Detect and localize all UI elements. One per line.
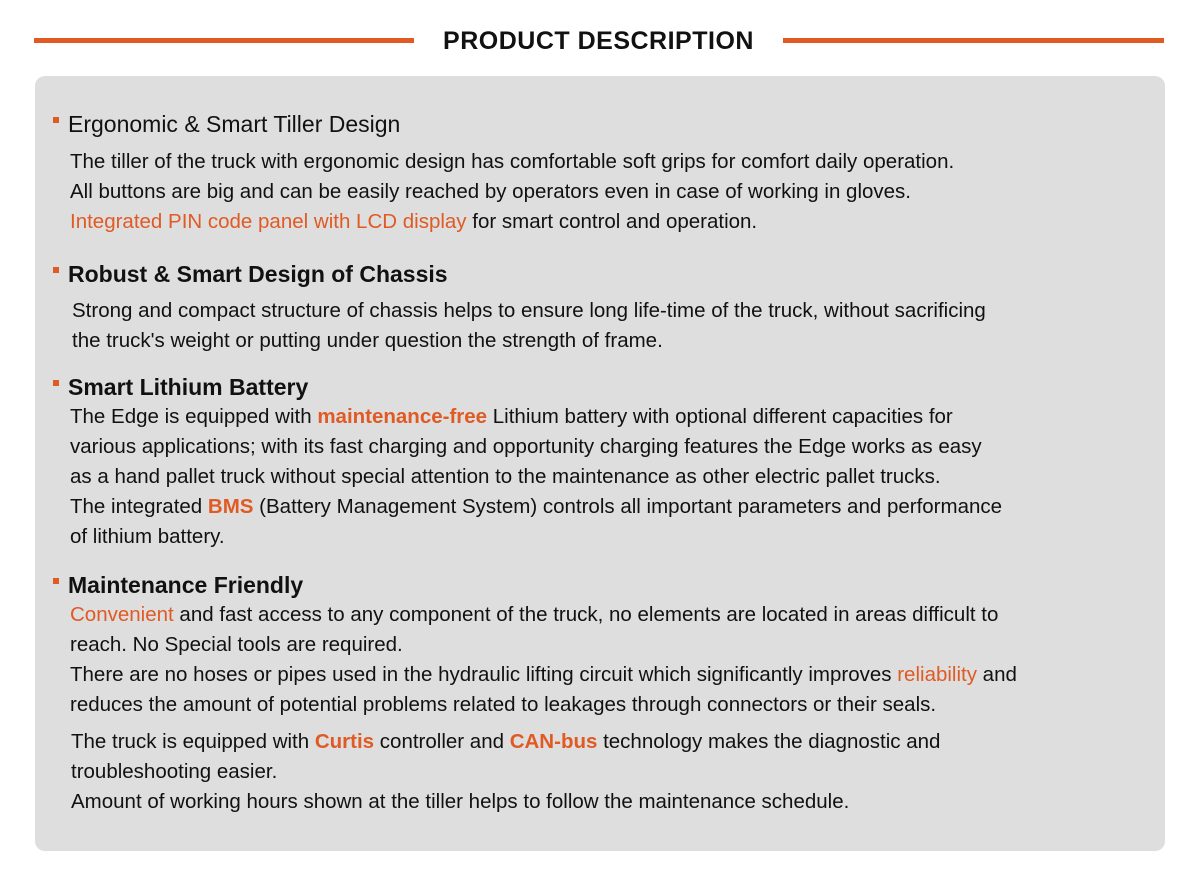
paragraph-line: All buttons are big and can be easily reached by operators even in case of working in gloves.: [70, 180, 912, 203]
paragraph-line: troubleshooting easier.: [71, 760, 278, 783]
paragraph-line: Strong and compact structure of chassis helps to ensure long life-time of the truck, without sacrificing: [72, 299, 986, 322]
feature-title: [35, 373, 1165, 401]
header-rule-left: [34, 38, 414, 43]
paragraph-line: reach. No Special tools are required.: [70, 633, 403, 656]
section-header: [34, 24, 1164, 58]
highlight-text: maintenance-free: [317, 405, 488, 428]
highlight-text: Integrated PIN code panel with LCD display: [70, 210, 467, 233]
paragraph-line: Amount of working hours shown at the tiller helps to follow the maintenance schedule.: [71, 790, 850, 813]
paragraph-line: The Edge is equipped with maintenance-free Lithium battery with optional different capacities for: [70, 405, 953, 428]
feature-title: [35, 571, 1165, 599]
paragraph-line: The truck is equipped with Curtis controller and CAN-bus technology makes the diagnostic and: [71, 730, 941, 753]
paragraph-line: the truck's weight or putting under question the strength of frame.: [72, 329, 663, 352]
paragraph-line: Integrated PIN code panel with LCD display for smart control and operation.: [70, 210, 758, 233]
paragraph-line: reduces the amount of potential problems related to leakages through connectors or their seals.: [70, 693, 937, 716]
feature-title-text: Maintenance Friendly: [68, 572, 304, 598]
feature-title-text: Smart Lithium Battery: [68, 374, 309, 400]
paragraph-line: The tiller of the truck with ergonomic design has comfortable soft grips for comfort daily operation.: [70, 150, 955, 173]
header-rule-right: [783, 38, 1164, 43]
paragraph-line: There are no hoses or pipes used in the hydraulic lifting circuit which significantly improves reliability and: [70, 663, 1017, 686]
paragraph-line: various applications; with its fast charging and opportunity charging features the Edge works as easy: [70, 435, 982, 458]
feature-title-text: Ergonomic & Smart Tiller Design: [68, 111, 401, 137]
paragraph-line: The integrated BMS (Battery Management System) controls all important parameters and performance: [70, 495, 1003, 518]
feature-chassis: [35, 260, 1165, 356]
paragraph-line: of lithium battery.: [70, 525, 225, 548]
paragraph-line: Convenient and fast access to any component of the truck, no elements are located in areas difficult to: [70, 603, 999, 626]
feature-tiller: [35, 110, 1165, 237]
bullet-icon: [53, 578, 59, 584]
page-title: PRODUCT DESCRIPTION: [443, 27, 754, 55]
bullet-icon: [53, 117, 59, 123]
paragraph-line: as a hand pallet truck without special attention to the maintenance as other electric pallet trucks.: [70, 465, 941, 488]
highlight-text: CAN-bus: [509, 730, 598, 753]
description-panel: [35, 76, 1165, 851]
bullet-icon: [53, 380, 59, 386]
feature-battery: [35, 373, 1165, 552]
bullet-icon: [53, 267, 59, 273]
highlight-text: BMS: [207, 495, 254, 518]
feature-maintenance: [35, 571, 1165, 817]
highlight-text: reliability: [897, 663, 977, 686]
feature-title: [35, 260, 1165, 288]
feature-title-text: Robust & Smart Design of Chassis: [68, 261, 448, 287]
feature-title: [35, 110, 1165, 138]
highlight-text: Curtis: [314, 730, 375, 753]
highlight-text: Convenient: [70, 603, 174, 626]
